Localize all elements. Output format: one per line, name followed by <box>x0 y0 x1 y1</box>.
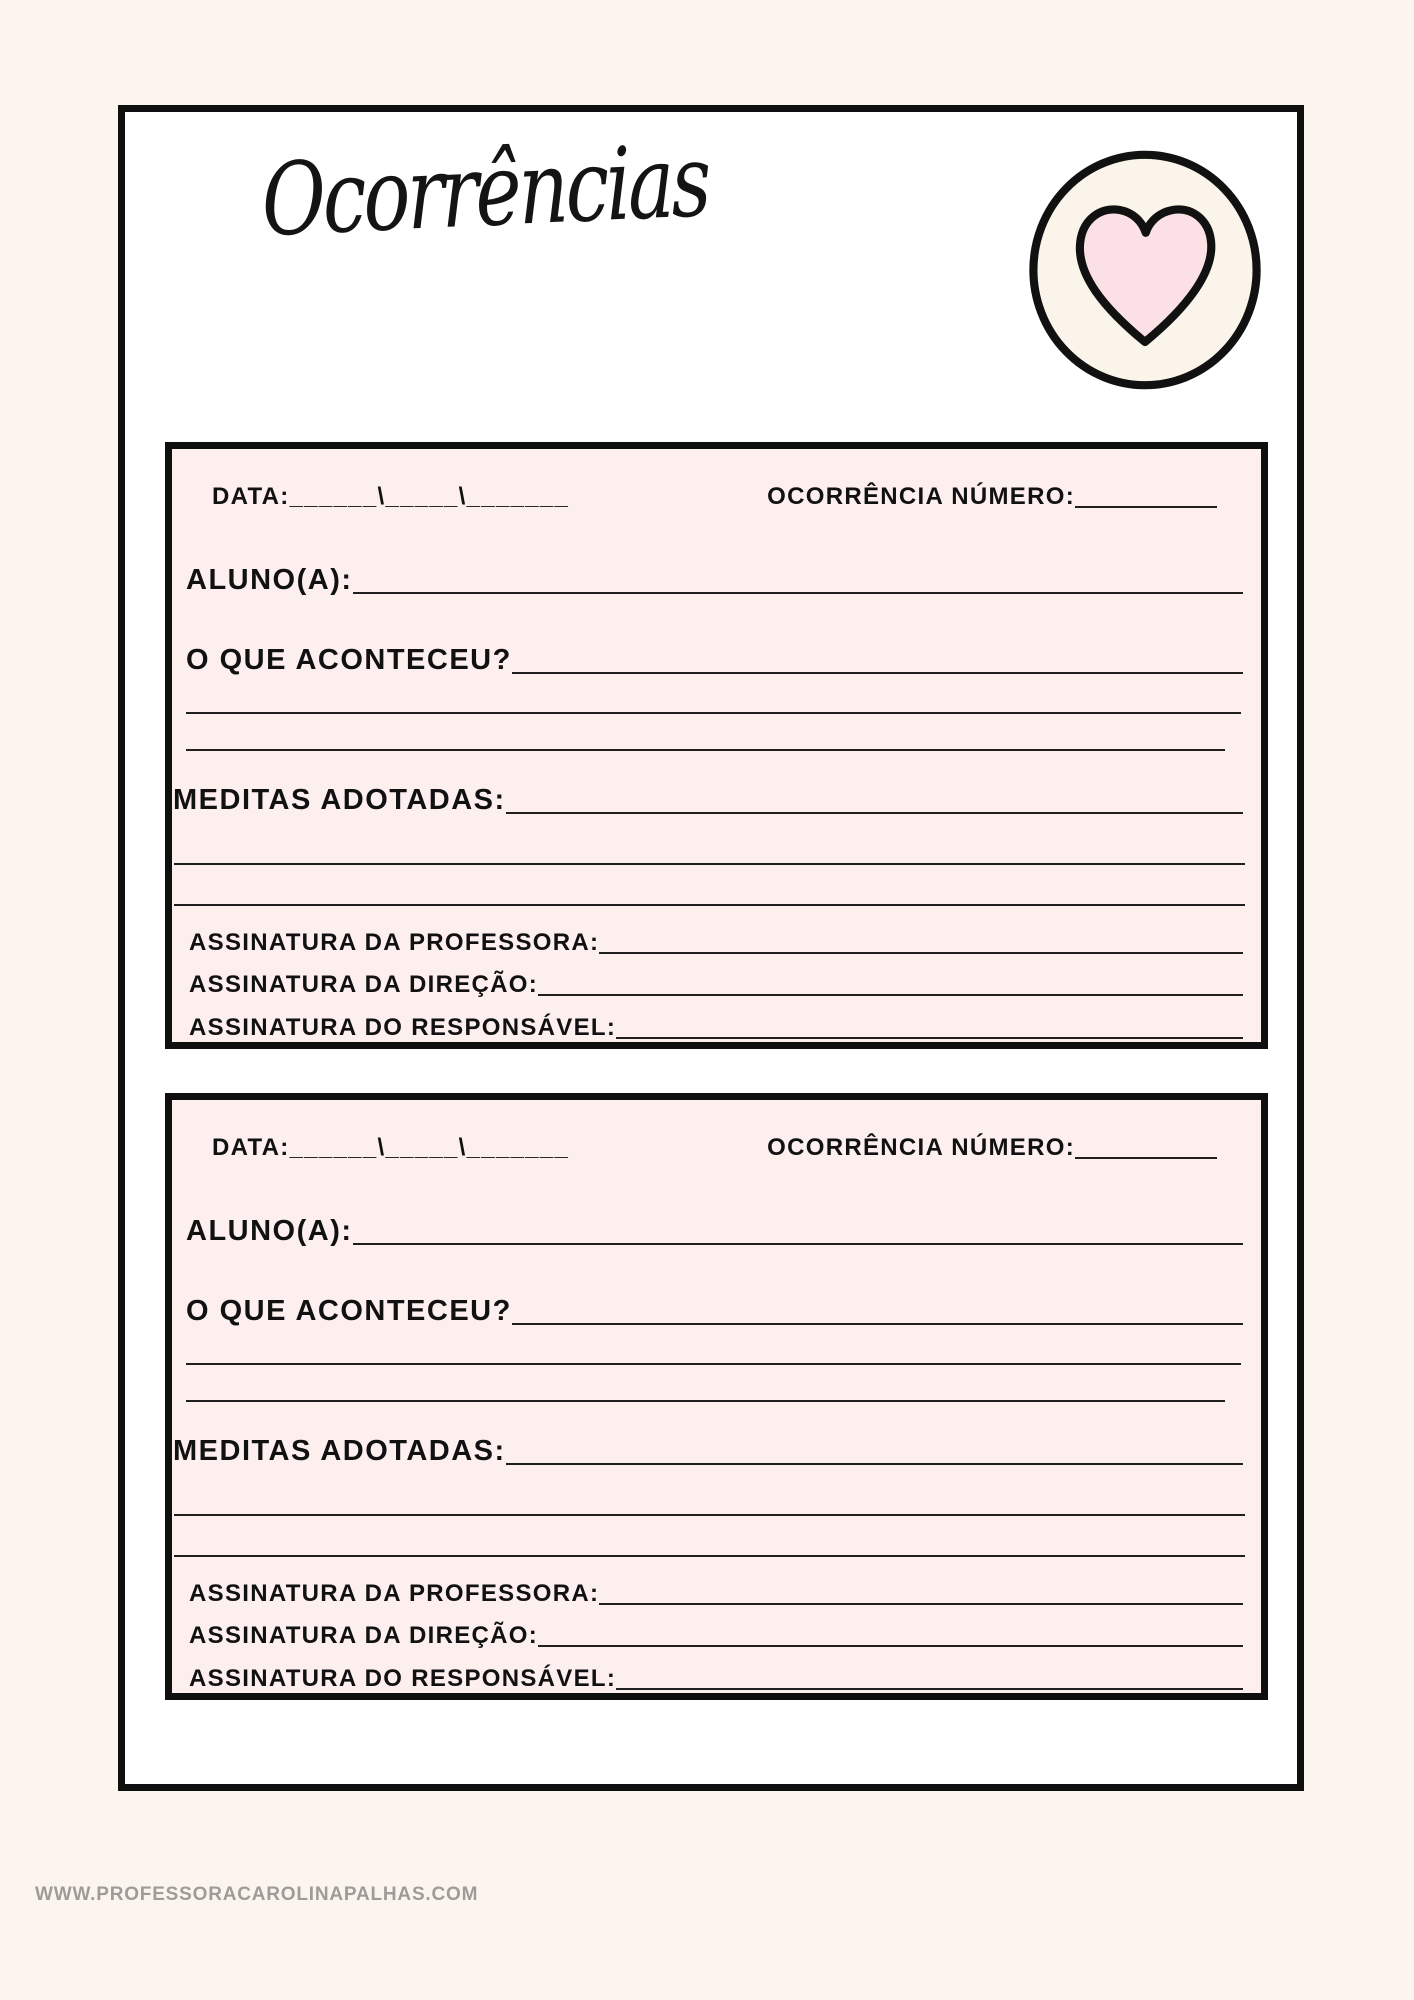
signature-guardian-line[interactable] <box>616 1037 1243 1039</box>
signature-teacher-label: ASSINATURA DA PROFESSORA: <box>189 929 600 956</box>
occurrence-number-label: OCORRÊNCIA NÚMERO: <box>767 483 1075 510</box>
student-row <box>186 1212 1243 1248</box>
measures-line[interactable] <box>506 1463 1243 1465</box>
what-happened-row <box>186 641 1243 677</box>
signature-teacher-line[interactable] <box>599 1603 1243 1605</box>
measures-label: MEDITAS ADOTADAS: <box>173 1435 506 1467</box>
what-happened-extra-line[interactable] <box>186 749 1225 751</box>
student-row <box>186 561 1243 597</box>
heart-badge <box>1025 146 1265 394</box>
heart-icon <box>1025 146 1265 394</box>
occurrence-number-label: OCORRÊNCIA NÚMERO: <box>767 1134 1075 1161</box>
page-title: Ocorrências <box>260 122 710 259</box>
signature-guardian-row <box>189 1663 1243 1693</box>
measures-line[interactable] <box>506 812 1243 814</box>
signature-teacher-row <box>189 927 1243 957</box>
measures-extra-line[interactable] <box>174 1514 1245 1516</box>
measures-extra-line[interactable] <box>174 904 1245 906</box>
date-blanks[interactable]: ______\_____\_______ <box>289 483 570 510</box>
spacer <box>569 1158 767 1159</box>
signature-teacher-label: ASSINATURA DA PROFESSORA: <box>189 1580 600 1607</box>
date-blanks[interactable]: ______\_____\_______ <box>289 1134 570 1161</box>
incident-form-section-2 <box>165 1093 1268 1700</box>
signature-teacher-line[interactable] <box>599 952 1243 954</box>
incident-form-section-1 <box>165 442 1268 1049</box>
measures-extra-line[interactable] <box>174 1555 1245 1557</box>
student-label: ALUNO(A): <box>186 564 353 596</box>
student-label: ALUNO(A): <box>186 1215 353 1247</box>
signature-guardian-row <box>189 1012 1243 1042</box>
signature-board-label: ASSINATURA DA DIREÇÃO: <box>189 971 539 998</box>
signature-board-label: ASSINATURA DA DIREÇÃO: <box>189 1622 539 1649</box>
date-label: DATA: <box>212 1134 290 1161</box>
what-happened-extra-line[interactable] <box>186 1400 1225 1402</box>
signature-board-row <box>189 1620 1243 1650</box>
what-happened-line[interactable] <box>512 672 1243 674</box>
signature-board-line[interactable] <box>538 994 1243 996</box>
measures-row <box>173 781 1243 817</box>
signature-board-line[interactable] <box>538 1645 1243 1647</box>
date-and-number-row <box>186 1132 1243 1162</box>
signature-guardian-label: ASSINATURA DO RESPONSÁVEL: <box>189 1014 617 1041</box>
report-page <box>118 105 1304 1791</box>
date-label: DATA: <box>212 483 290 510</box>
what-happened-label: O QUE ACONTECEU? <box>186 1295 512 1327</box>
occurrence-number-field <box>767 483 1217 511</box>
occurrence-number-field <box>767 1134 1217 1162</box>
footer-url: WWW.PROFESSORACAROLINAPALHAS.COM <box>35 1884 479 1905</box>
what-happened-extra-line[interactable] <box>186 1363 1241 1365</box>
date-field <box>212 483 569 511</box>
signature-board-row <box>189 969 1243 999</box>
measures-extra-line[interactable] <box>174 863 1245 865</box>
occurrence-number-line[interactable] <box>1075 506 1217 508</box>
signature-guardian-label: ASSINATURA DO RESPONSÁVEL: <box>189 1665 617 1692</box>
student-line[interactable] <box>353 1243 1243 1245</box>
what-happened-extra-line[interactable] <box>186 712 1241 714</box>
occurrence-number-line[interactable] <box>1075 1157 1217 1159</box>
what-happened-label: O QUE ACONTECEU? <box>186 644 512 676</box>
signature-teacher-row <box>189 1578 1243 1608</box>
measures-row <box>173 1432 1243 1468</box>
what-happened-line[interactable] <box>512 1323 1243 1325</box>
date-field <box>212 1134 569 1162</box>
measures-label: MEDITAS ADOTADAS: <box>173 784 506 816</box>
date-and-number-row <box>186 481 1243 511</box>
what-happened-row <box>186 1292 1243 1328</box>
signature-guardian-line[interactable] <box>616 1688 1243 1690</box>
student-line[interactable] <box>353 592 1243 594</box>
spacer <box>569 507 767 508</box>
